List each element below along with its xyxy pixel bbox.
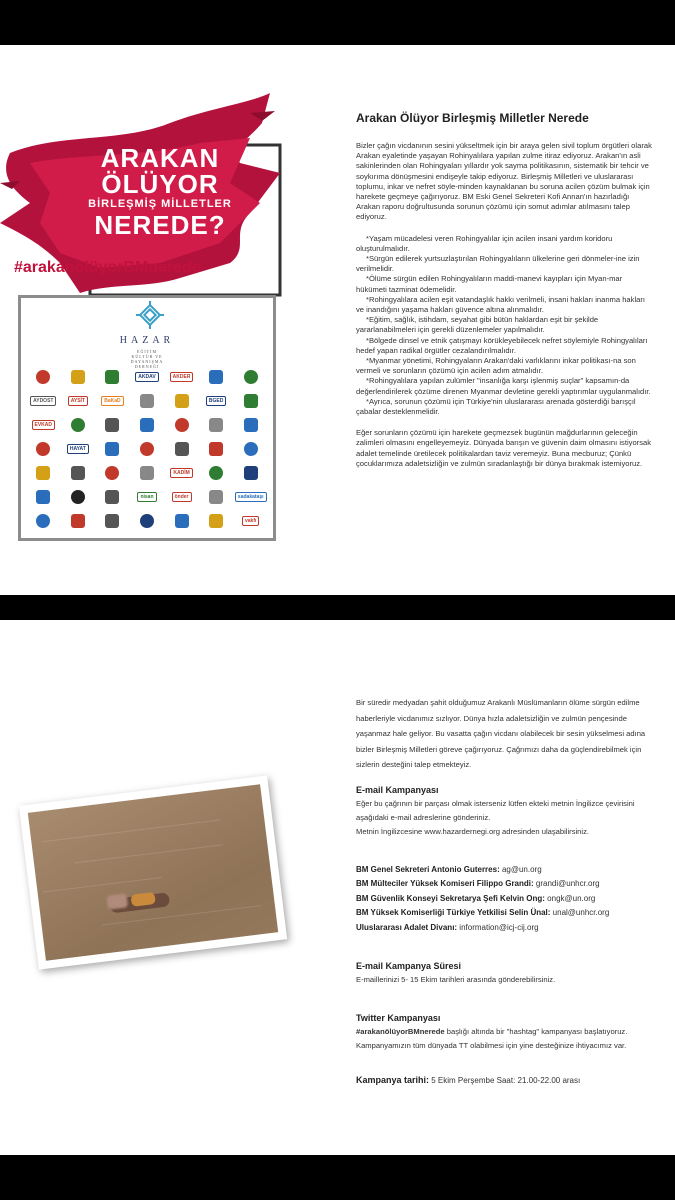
banner-line-2: ÖLÜYOR xyxy=(101,169,219,199)
supporter-logo-mark xyxy=(244,370,258,384)
supporter-logo-mark xyxy=(105,490,119,504)
supporter-logo xyxy=(27,488,60,506)
supporter-logo xyxy=(62,368,95,386)
supporter-logo-mark xyxy=(71,490,85,504)
supporter-logo xyxy=(131,368,164,386)
supporters-logo-box xyxy=(18,295,276,541)
supporter-logo-mark: sadakataşı xyxy=(235,492,267,502)
supporter-logo xyxy=(27,368,60,386)
supporter-logo-mark xyxy=(105,466,119,480)
supporter-logo-mark xyxy=(105,442,119,456)
supporter-logo-mark xyxy=(175,418,189,432)
supporter-logo xyxy=(96,488,129,506)
supporter-logo-mark xyxy=(175,442,189,456)
supporter-logo xyxy=(131,488,164,506)
campaign-date-value: 5 Ekim Perşembe Saat: 21.00-22.00 arası xyxy=(429,1076,581,1085)
contact-row xyxy=(356,892,656,907)
demand-item: *Ayrıca, sorunun çözümü için Türkiye'nin uluslararası arenada gösterdiği barışçıl çabalar desteklenmelidir. xyxy=(356,396,636,417)
intro-paragraph: Bizler çağın vicdanının sesini yükseltmek için bir araya gelen sivil toplum örgütleri olarak Arakan eyaletinde yaşayan Rohinyalılara yapılan zulme itiraz ediyoruz. Arakan'ın asli sakinlerinden olan Rohingyaları yıllardır yok sayma politikasının, sistematik bir tehcir ve soykırıma dönüşmesini endişeyle takip ediyoruz. Birleşmiş Milletleri ve uluslararası toplumu, inkar ve nefret söyle-minden kaynaklanan bu soruna acilen çözüm bulmak için harekete geçmeye çağırıyoruz. BM Eski Genel Sekreteri Kofi Annan'ın hazırladığı Arakan raporu doğrultusunda sorunun çözümü için somut adımlar atılmasını talep ediyoruz. xyxy=(356,141,652,222)
supporter-logo-mark xyxy=(36,490,50,504)
campaign-date-label: Kampanya tarihi: xyxy=(356,1075,430,1085)
supporter-logo xyxy=(165,464,198,482)
twitter-text: başlığı altında bir "hashtag" kampanyası başlatıyoruz. Kampanyamızın tüm dünyada TT olabilmesi için yine desteğinize ihtiyacımız var. xyxy=(356,1027,628,1050)
page-2 xyxy=(0,620,675,1155)
twitter-hashtag: #arakanölüyorBMnerede xyxy=(356,1027,445,1036)
contact-row xyxy=(356,877,656,892)
banner-line-3: BİRLEŞMİŞ MİLLETLER xyxy=(88,198,232,210)
hazar-emblem-icon xyxy=(134,300,166,330)
supporter-logo xyxy=(131,440,164,458)
page-1-body xyxy=(356,141,652,469)
supporter-logo-mark xyxy=(209,442,223,456)
demand-item: *Ölüme sürgün edilen Rohingyalıların maddi-manevi kayıpları için Myan-mar hükümeti tazminat ödemelidir. xyxy=(356,274,623,294)
page-1 xyxy=(0,45,675,595)
twitter-campaign-text xyxy=(356,1025,656,1053)
contact-label: BM Genel Sekreteri Antonio Guterres: xyxy=(356,864,500,874)
contact-label: BM Mülteciler Yüksek Komiseri Filippo Grandi: xyxy=(356,879,534,888)
supporter-logo-mark: AYSİT xyxy=(68,396,88,406)
supporter-logo xyxy=(165,488,198,506)
hazar-subtitle-4: DERNEĞİ xyxy=(134,364,160,369)
supporter-logo xyxy=(200,392,233,410)
supporter-logo xyxy=(62,488,95,506)
campaign-hashtag: #arakanölüyorBMnerede xyxy=(14,259,201,276)
supporter-logo-mark: EVKAD xyxy=(32,420,56,430)
supporter-logo xyxy=(96,512,129,530)
contact-list xyxy=(356,863,656,936)
supporter-logo-mark: BGED xyxy=(206,396,226,406)
supporter-logo xyxy=(131,464,164,482)
twitter-campaign-heading: Twitter Kampanyası xyxy=(356,1013,441,1023)
contact-row xyxy=(356,906,656,921)
demand-item: *Yaşam mücadelesi veren Rohingyalılar için acilen insani yardım koridoru oluşturulmalıdır. xyxy=(356,233,613,253)
contact-email: ongk@un.org xyxy=(544,893,596,903)
supporter-logo-mark xyxy=(175,514,189,528)
supporter-logo xyxy=(62,512,95,530)
demand-item: *Sürgün edilerek yurtsuzlaştırılan Rohingyalıların ülkelerine geri dönmeler-ine izin verilmelidir. xyxy=(356,254,640,274)
supporter-logo xyxy=(234,440,267,458)
supporter-logo xyxy=(234,368,267,386)
river-photo xyxy=(19,775,287,969)
contact-email: unal@unhcr.org xyxy=(550,908,610,917)
supporter-logo xyxy=(131,392,164,410)
page-2-text-column xyxy=(356,695,656,1085)
page-1-title: Arakan Ölüyor Birleşmiş Milletler Nerede xyxy=(356,111,589,125)
supporter-logo-mark: AKDER xyxy=(170,372,194,382)
supporter-logo-mark xyxy=(209,370,223,384)
contact-label: Uluslararası Adalet Divanı: xyxy=(356,922,458,932)
supporter-logo-mark xyxy=(140,418,154,432)
supporter-logo xyxy=(165,392,198,410)
supporter-logo xyxy=(62,440,95,458)
demand-item: *Bölgede dinsel ve etnik çatışmayı körükleyebilecek nefret söylemiyle Rohingyalıları hedef yapan radikal örgütler cezalandırılmalıdır. xyxy=(356,335,648,355)
river-photo-image xyxy=(28,784,278,960)
supporter-logo xyxy=(96,368,129,386)
supporter-logo-mark xyxy=(209,466,223,480)
supporter-logo xyxy=(96,392,129,410)
supporter-logo-mark: KADİM xyxy=(170,468,192,478)
supporter-logo xyxy=(96,464,129,482)
email-campaign-link-text: Metnin İngilizcesine www.hazardernegi.org adresinden ulaşabilirsiniz. xyxy=(356,826,589,836)
supporter-logo-mark xyxy=(36,442,50,456)
supporter-logo xyxy=(27,440,60,458)
supporter-logo xyxy=(165,440,198,458)
supporter-logo xyxy=(27,416,60,434)
supporter-logo-mark: vakfı xyxy=(242,516,259,526)
supporter-logo xyxy=(131,512,164,530)
contact-row xyxy=(356,921,656,936)
supporter-logo xyxy=(96,416,129,434)
supporter-logo xyxy=(200,368,233,386)
supporter-logo-mark xyxy=(71,370,85,384)
supporter-logo xyxy=(27,512,60,530)
closing-paragraph: Eğer sorunların çözümü için harekete geçmezsek bugünün mağdurlarının geleceğin zalimleri olmasını engelleyemeyiz. Dünyada barışın ve güvenin daim olmasını istiyorsak adalet temelinde üretilecek politikalardan taviz veremeyiz. Buna mecburuz; Çünkü çocuklarımıza adaletsizliğin ve zulmün sıradanlaştığı bir dünya bırakmak istemiyoruz. xyxy=(356,428,652,468)
supporter-logo-mark xyxy=(105,514,119,528)
supporter-logo-mark xyxy=(36,514,50,528)
supporter-logo xyxy=(62,392,95,410)
supporter-logo-mark xyxy=(71,466,85,480)
demand-item: *Myanmar yönetimi, Rohingyaların Arakan'daki varlıklarını inkar politikası-na son vermeli ve sorunların çözümü için acilen adım atmalıdır. xyxy=(356,356,636,376)
supporter-logo-mark: AKDAV xyxy=(135,372,158,382)
supporter-logo xyxy=(27,464,60,482)
demand-item: *Eğitim, sağlık, istihdam, seyahat gibi bütün haklardan eşit bir şekilde yararlanabilmeleri için gerekli düzenlemeler yapılmalıdır. xyxy=(356,315,599,335)
supporter-logo xyxy=(234,464,267,482)
supporter-logo-mark: BaKaD xyxy=(101,396,123,406)
hazar-subtitle-3: DAYANIŞMA xyxy=(130,359,164,364)
supporter-logo xyxy=(165,368,198,386)
supporter-logo xyxy=(96,440,129,458)
supporter-logo-mark xyxy=(175,394,189,408)
supporter-logo xyxy=(62,416,95,434)
supporter-logo xyxy=(200,440,233,458)
hazar-subtitle xyxy=(21,349,273,369)
supporter-logo-mark xyxy=(105,370,119,384)
supporter-logo xyxy=(234,488,267,506)
supporter-logo-mark xyxy=(71,418,85,432)
blurred-area xyxy=(106,893,128,909)
supporter-logo-mark xyxy=(105,418,119,432)
supporter-logo-mark xyxy=(140,394,154,408)
supporter-logo-mark xyxy=(244,394,258,408)
hazar-subtitle-1: EĞİTİM xyxy=(137,349,157,354)
supporter-logo-mark xyxy=(36,370,50,384)
supporter-logo-mark xyxy=(209,418,223,432)
supporter-logo xyxy=(200,416,233,434)
contact-row xyxy=(356,863,656,878)
supporter-logo xyxy=(234,392,267,410)
supporter-logo xyxy=(131,416,164,434)
supporter-logo-mark xyxy=(71,514,85,528)
supporter-logo-mark xyxy=(140,442,154,456)
supporter-logo-mark xyxy=(209,514,223,528)
email-campaign-heading: E-mail Kampanyası xyxy=(356,784,439,795)
supporter-logo xyxy=(200,464,233,482)
supporter-logo-mark: HAYAT xyxy=(67,444,89,454)
supporter-logo xyxy=(200,512,233,530)
contact-email: information@icj-cij.org xyxy=(457,922,539,932)
email-duration-heading: E-mail Kampanya Süresi xyxy=(356,961,462,971)
email-duration-text: E-maillerinizi 5- 15 Ekim tarihleri arasında gönderebilirsiniz. xyxy=(356,975,556,984)
supporter-logo-mark xyxy=(244,418,258,432)
banner-text xyxy=(60,145,260,238)
supporter-logo xyxy=(62,464,95,482)
supporter-logo xyxy=(200,488,233,506)
page-2-intro: Bir süredir medyadan şahit olduğumuz Arakanlı Müslümanların ölüme sürgün edilme haberleriyle vicdanımız sızlıyor. Dünya hızla adaletsizliğin ve zulmün pençesinde yaşanmaz hale geliyor. Bu vasatta çağın vicdanı olabilecek bir sesin yükselmesi adına bizler Birleşmiş Milletleri göreve çağırıyoruz. Çağrımızı daha da güçlendirebilmek için sizlerin desteğini talep etmekteyiz. xyxy=(356,698,646,769)
supporter-logo xyxy=(234,416,267,434)
demand-item: *Rohingyalılara yapılan zulümler "insanlığa karşı işlenmiş suçlar" kapsamın-da değerlendirilerek çözüme direnen Myanmar devletine gerekli yaptırımlar uygulanmalıdır. xyxy=(356,376,651,396)
contact-label: BM Güvenlik Konseyi Sekretarya Şefi Kelvin Ong: xyxy=(356,893,545,903)
banner-line-1: ARAKAN xyxy=(100,143,220,173)
supporter-logo xyxy=(165,512,198,530)
supporter-logos-grid xyxy=(27,368,267,530)
hazar-name: HAZAR xyxy=(119,335,175,346)
supporter-logo-mark: AYDOST xyxy=(30,396,56,406)
supporter-logo-mark xyxy=(244,442,258,456)
supporter-logo xyxy=(27,392,60,410)
supporter-logo-mark xyxy=(140,514,154,528)
campaign-date xyxy=(356,1075,656,1085)
demand-item: *Rohingyalılara acilen eşit vatandaşlık hakkı verilmeli, insani hakları inanma hakları ve inandığını yaşama hakları güvence altına alınmalıdır. xyxy=(356,294,645,315)
banner-line-4: NEREDE? xyxy=(94,210,226,240)
contact-email: grandi@unhcr.org xyxy=(533,879,600,888)
supporter-logo-mark xyxy=(244,466,258,480)
supporter-logo-mark xyxy=(36,466,50,480)
hazar-subtitle-2: KÜLTÜR VE xyxy=(131,354,163,359)
supporter-logo xyxy=(165,416,198,434)
supporter-logo-mark xyxy=(209,490,223,504)
contact-email: ag@un.org xyxy=(499,864,542,874)
email-campaign-text: Eğer bu çağrının bir parçası olmak isterseniz lütfen ekteki metnin İngilizce çevirisini aşağıdaki e-mail adreslerine gönderiniz. xyxy=(356,798,635,822)
contact-label: BM Yüksek Komiserliği Türkiye Yetkilisi Selin Ünal: xyxy=(356,908,551,917)
supporter-logo xyxy=(234,512,267,530)
supporter-logo-mark: nisan xyxy=(137,492,156,502)
supporter-logo-mark: önder xyxy=(172,492,192,502)
supporter-logo-mark xyxy=(140,466,154,480)
